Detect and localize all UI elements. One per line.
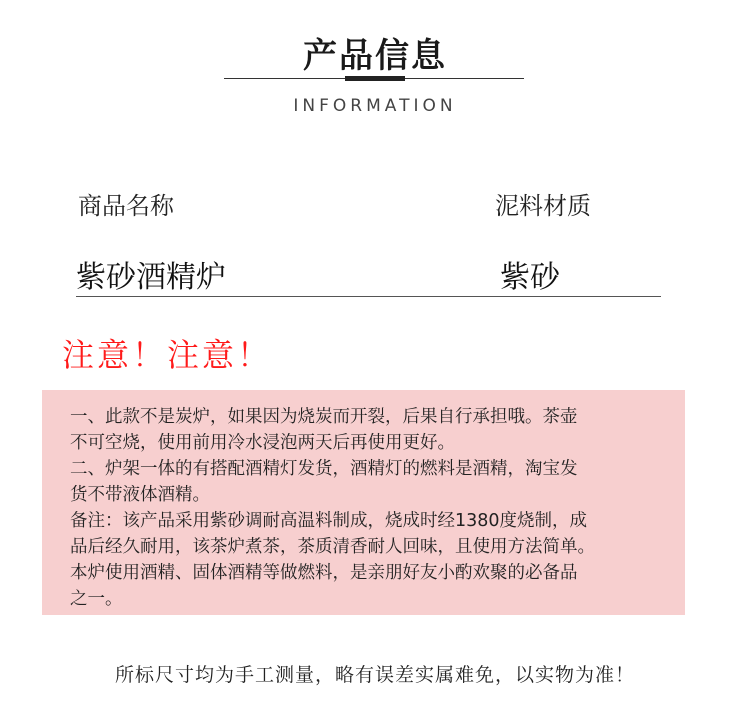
- notice-text: [70, 404, 670, 612]
- material-value: 紫砂: [500, 260, 560, 295]
- notice-heading: 注意！注意！: [62, 336, 273, 374]
- page-subtitle: INFORMATION: [293, 96, 457, 116]
- product-name-label: 商品名称: [78, 192, 174, 220]
- notice-line: 一、此款不是炭炉，如果因为烧炭而开裂，后果自行承担哦。茶壶: [70, 407, 578, 427]
- notice-line: 二、炉架一体的有搭配酒精灯发货，酒精灯的燃料是酒精，淘宝发: [70, 459, 578, 479]
- product-name-value: 紫砂酒精炉: [76, 260, 226, 295]
- notice-line: 不可空烧，使用前用冷水浸泡两天后再使用更好。: [70, 433, 455, 453]
- page-title: 产品信息: [303, 36, 447, 76]
- notice-line: 货不带液体酒精。: [70, 485, 210, 505]
- notice-line: 品后经久耐用，该茶炉煮茶，茶质清香耐人回味，且使用方法简单。: [70, 537, 595, 557]
- notice-line: 备注：该产品采用紫砂调耐高温料制成，烧成时经1380度烧制，成: [70, 511, 588, 531]
- value-divider: [76, 296, 661, 297]
- notice-line: 之一。: [70, 589, 123, 609]
- footer-disclaimer: 所标尺寸均为手工测量，略有误差实属难免，以实物为准！: [114, 664, 635, 686]
- notice-line: 本炉使用酒精、固体酒精等做燃料，是亲朋好友小酌欢聚的必备品: [70, 563, 578, 583]
- material-label: 泥料材质: [495, 192, 591, 220]
- title-divider-accent: [345, 76, 405, 81]
